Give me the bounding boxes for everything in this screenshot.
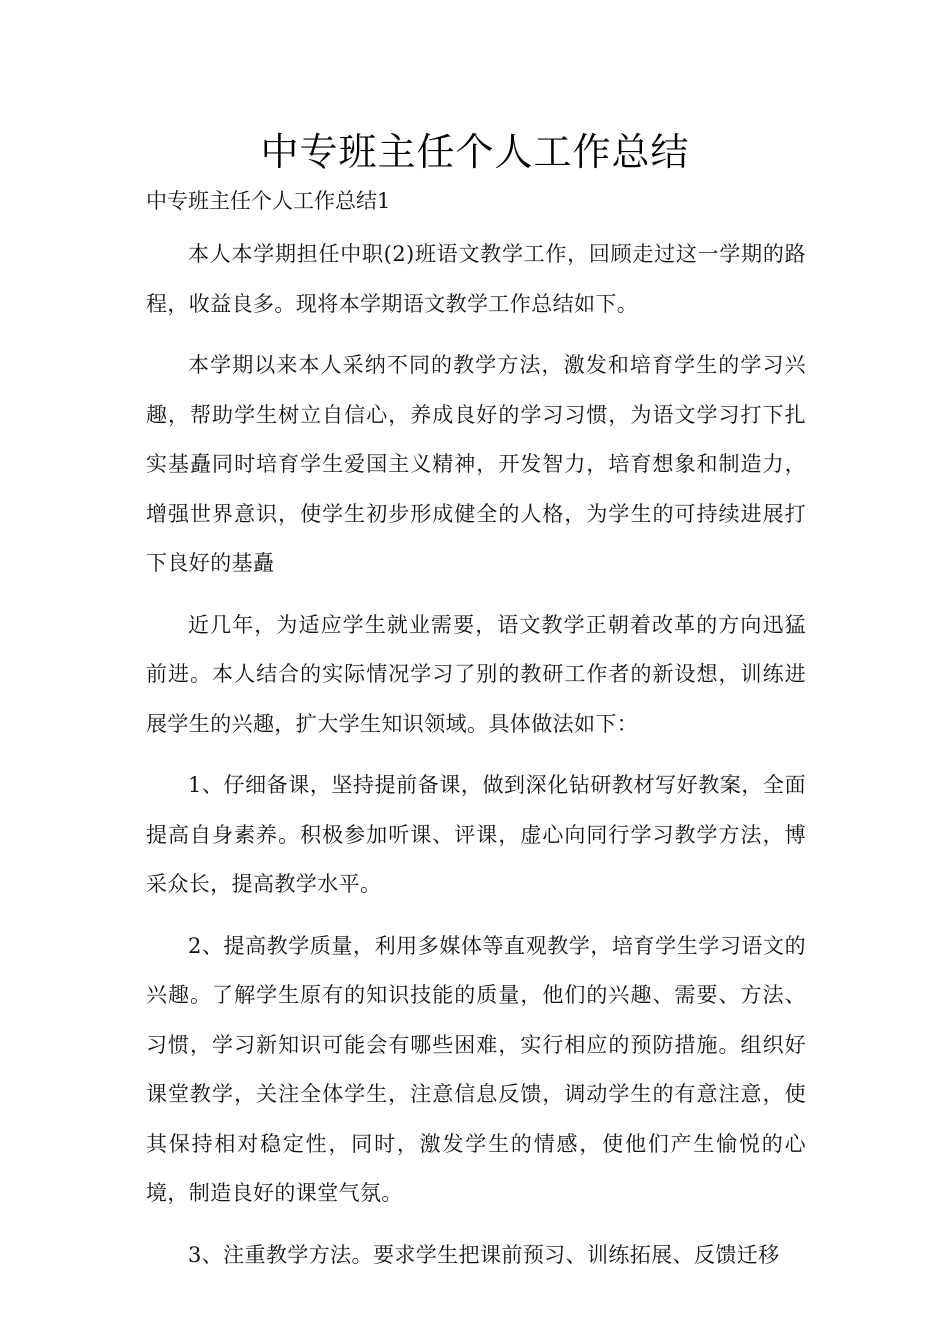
paragraph-2: 本学期以来本人采纳不同的教学方法，激发和培育学生的学习兴趣，帮助学生树立自信心，养成良好的学习习惯，为语文学习打下扎实基矗同时培育学生爱国主义精神，开发智力，培育想象和制造力，增强世界意识，使学生初步形成健全的人格，为学生的可持续进展打下良好的基矗 — [146, 353, 806, 575]
document-subtitle: 中专班主任个人工作总结1 — [146, 189, 391, 213]
paragraph-1: 本人本学期担任中职(2)班语文教学工作，回顾走过这一学期的路程，收益良多。现将本学期语文教学工作总结如下。 — [146, 242, 806, 316]
paragraph-4: 1、仔细备课，坚持提前备课，做到深化钻研教材写好教案，全面提高自身素养。积极参加听课、评课，虚心向同行学习教学方法，博采众长，提高教学水平。 — [146, 773, 806, 896]
paragraph-3: 近几年，为适应学生就业需要，语文教学正朝着改革的方向迅猛前进。本人结合的实际情况学习了别的教研工作者的新设想，训练进展学生的兴趣，扩大学生知识领域。具体做法如下： — [146, 612, 806, 736]
document-title: 中专班主任个人工作总结 — [260, 130, 690, 174]
document-body — [146, 230, 806, 1292]
paragraph-6: 3、注重教学方法。要求学生把课前预习、训练拓展、反馈迁移 — [188, 1242, 780, 1267]
paragraph-5: 2、提高教学质量，利用多媒体等直观教学，培育学生学习语文的兴趣。了解学生原有的知识技能的质量，他们的兴趣、需要、方法、习惯，学习新知识可能会有哪些困难，实行相应的预防措施。组织好课堂教学，关注全体学生，注意信息反馈，调动学生的有意注意，使其保持相对稳定性，同时，激发学生的情感，使他们产生愉悦的心境，制造良好的课堂气氛。 — [146, 933, 806, 1205]
